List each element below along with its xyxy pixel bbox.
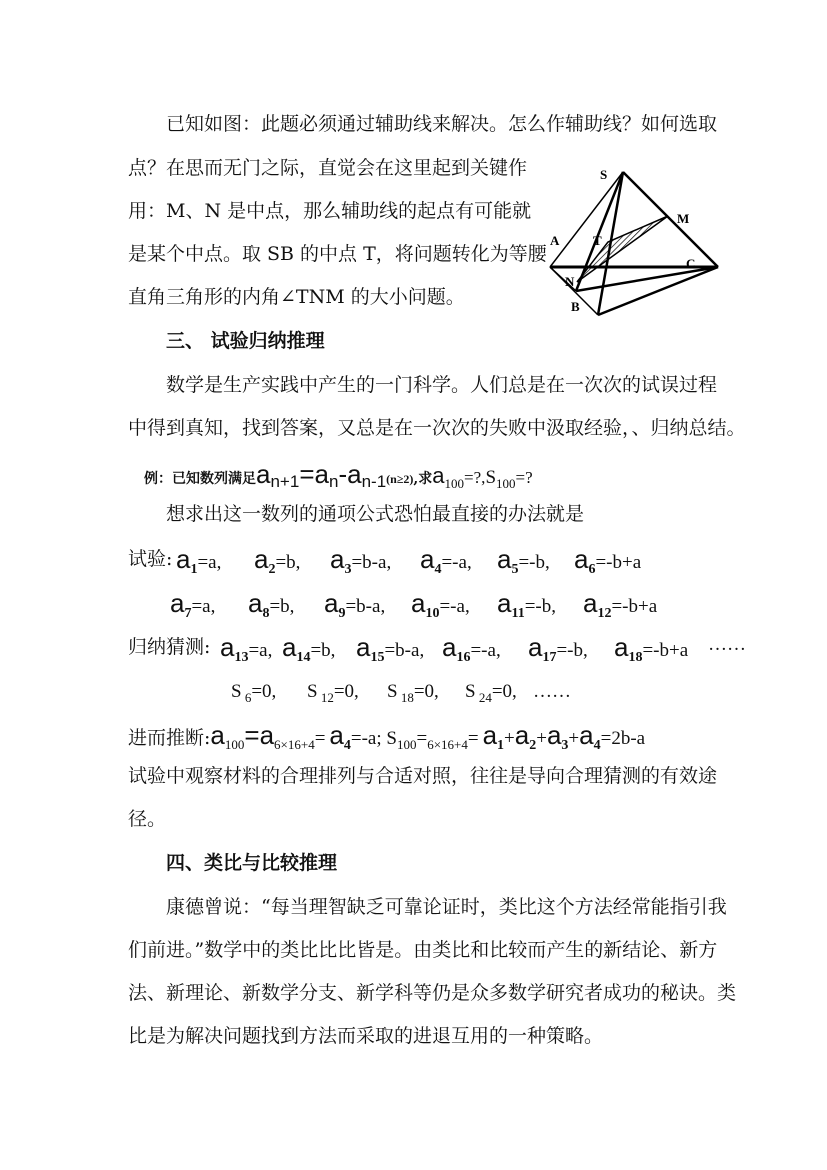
sub-100: 100 bbox=[496, 476, 516, 491]
section-4-heading: 四、类比与比较推理 bbox=[166, 852, 338, 874]
a-symbol: a bbox=[256, 459, 271, 489]
term-value: =-b, bbox=[518, 552, 550, 573]
deduce-line bbox=[128, 720, 646, 758]
plus: + bbox=[568, 728, 580, 749]
paragraph-4-line-1: 试验中观察材料的合理排列与合适对照，往往是导向合理猜测的有效途 bbox=[128, 765, 718, 787]
paragraph-1-line-1: 已知如图：此题必须通过辅助线来解决。怎么作辅助线？如何选取 bbox=[166, 113, 718, 135]
term-index: 3 bbox=[344, 562, 352, 577]
term-value: =-b+a bbox=[611, 596, 658, 617]
section-3-heading: 三、 试验归纳推理 bbox=[166, 330, 325, 352]
sequence-term bbox=[170, 588, 248, 626]
term-index: 14 bbox=[296, 650, 311, 665]
sequence-term bbox=[411, 588, 497, 626]
label-B: B bbox=[571, 299, 580, 314]
a-symbol: a bbox=[314, 459, 329, 489]
a-symbol: a bbox=[432, 463, 445, 488]
term-value: =b-a, bbox=[345, 596, 386, 617]
subscript: 4 bbox=[343, 738, 351, 753]
sum-symbol: S bbox=[387, 681, 398, 702]
term-symbol: a bbox=[170, 588, 185, 618]
trial-row-1 bbox=[176, 544, 674, 582]
sub-n-plus-1: n+1 bbox=[270, 472, 300, 491]
label-S: S bbox=[600, 167, 608, 182]
subscript: 100 bbox=[396, 737, 417, 752]
a-symbol: a bbox=[546, 720, 562, 750]
trial-row-2 bbox=[170, 588, 683, 626]
term-symbol: a bbox=[420, 544, 435, 574]
sum-index: 6 bbox=[241, 690, 252, 705]
equals: = bbox=[244, 720, 260, 750]
example-prefix: 例：已知数列满足 bbox=[144, 471, 256, 487]
term-value: =-b, bbox=[524, 596, 556, 617]
sum-ellipsis: …… bbox=[533, 681, 571, 702]
paragraph-1-line-2: 点？在思而无门之际，直觉会在这里起到关键作 bbox=[128, 157, 528, 179]
term-symbol: a bbox=[282, 632, 297, 662]
paragraph-1-line-5: 直角三角形的内角∠TNM 的大小问题。 bbox=[128, 286, 465, 308]
a-symbol: a bbox=[514, 720, 530, 750]
paragraph-4-line-2: 径。 bbox=[128, 808, 167, 830]
row3-ellipsis: …… bbox=[708, 634, 746, 655]
term-value: =-a, bbox=[470, 640, 501, 661]
term-index: 1 bbox=[190, 562, 198, 577]
sequence-term bbox=[528, 632, 614, 670]
a-symbol: a bbox=[259, 720, 275, 750]
term-symbol: a bbox=[411, 588, 426, 618]
sum-value: =0, bbox=[413, 681, 439, 702]
paragraph-5-line-4: 比是为解决问题找到方法而采取的进退互用的一种策略。 bbox=[128, 1025, 604, 1047]
sequence-term bbox=[497, 544, 574, 582]
paragraph-2-line-2: 中得到真知，找到答案，又总是在一次次的失败中汲取经验，、归纳总结。 bbox=[128, 417, 746, 439]
sum-symbol: S bbox=[307, 681, 318, 702]
a-symbol: a bbox=[347, 459, 362, 489]
q2: =? bbox=[515, 468, 533, 487]
term-index: 5 bbox=[511, 562, 519, 577]
paragraph-5-line-2: 们前进。”数学中的类比比比皆是。由类比和比较而产生的新结论、新方 bbox=[128, 939, 718, 961]
condition: (n≥2) bbox=[386, 472, 414, 486]
subscript: 3 bbox=[561, 738, 569, 753]
term-index: 11 bbox=[511, 606, 525, 621]
guess-label: 归纳猜测: bbox=[128, 636, 211, 658]
label-C: C bbox=[686, 256, 696, 271]
term-symbol: a bbox=[330, 544, 345, 574]
sequence-term bbox=[356, 632, 442, 670]
ask-text: ,求 bbox=[413, 471, 433, 487]
sequence-term bbox=[324, 588, 411, 626]
term-index: 6 bbox=[588, 562, 596, 577]
deduce-label: 进而推断: bbox=[128, 727, 211, 749]
sequence-term bbox=[497, 588, 583, 626]
term-index: 18 bbox=[628, 650, 643, 665]
q1: =?, bbox=[464, 468, 486, 487]
equals: = bbox=[314, 728, 326, 749]
sub-n: n bbox=[328, 472, 339, 491]
subscript: 4 bbox=[593, 738, 601, 753]
term-value: =a, bbox=[197, 552, 222, 573]
term-index: 7 bbox=[184, 606, 192, 621]
subscript: 6×16+4 bbox=[427, 737, 468, 752]
term-value: =-a, bbox=[441, 552, 472, 573]
sub-n-minus-1: n-1 bbox=[361, 472, 387, 491]
term-index: 17 bbox=[542, 650, 557, 665]
term-symbol: a bbox=[442, 632, 457, 662]
sequence-term bbox=[254, 544, 330, 582]
sequence-term bbox=[176, 544, 254, 582]
sequence-term bbox=[282, 632, 356, 670]
label-M: M bbox=[677, 211, 690, 226]
term-value: =b-a, bbox=[384, 640, 425, 661]
term-index: 15 bbox=[370, 650, 385, 665]
term-symbol: a bbox=[176, 544, 191, 574]
term-value: =a, bbox=[191, 596, 216, 617]
pyramid-figure bbox=[540, 160, 740, 320]
example-line bbox=[144, 459, 533, 496]
term-value: =-b, bbox=[556, 640, 588, 661]
term-symbol: a bbox=[583, 588, 598, 618]
term-symbol: a bbox=[614, 632, 629, 662]
sum-term bbox=[387, 680, 465, 710]
plus: + bbox=[504, 728, 515, 749]
paragraph-2-line-1: 数学是生产实践中产生的一门科学。人们总是在一次次的试误过程 bbox=[166, 374, 718, 396]
term-symbol: a bbox=[248, 588, 263, 618]
subscript: 6×16+4 bbox=[274, 737, 315, 752]
sum-term bbox=[231, 680, 307, 710]
a-symbol: a bbox=[329, 720, 344, 750]
paragraph-1-line-4: 是某个中点。取 SB 的中点 T，将问题转化为等腰 bbox=[128, 243, 547, 265]
label-T: T bbox=[593, 233, 602, 248]
sequence-term bbox=[330, 544, 420, 582]
subscript: 100 bbox=[224, 737, 245, 752]
term-value: =a, bbox=[248, 640, 273, 661]
term-index: 2 bbox=[268, 562, 276, 577]
term-symbol: a bbox=[497, 588, 512, 618]
guess-row bbox=[220, 632, 704, 670]
term-value: =b, bbox=[269, 596, 295, 617]
sum-value: =0, bbox=[251, 681, 277, 702]
term-index: 10 bbox=[425, 606, 440, 621]
label-A: A bbox=[550, 233, 560, 248]
paragraph-3: 想求出这一数列的通项公式恐怕最直接的办法就是 bbox=[166, 503, 585, 525]
term-value: =b-a, bbox=[351, 552, 392, 573]
equals: = bbox=[416, 728, 428, 749]
result: =2b-a bbox=[600, 728, 646, 749]
term-symbol: a bbox=[324, 588, 339, 618]
term-value: =-b+a bbox=[595, 552, 642, 573]
term-symbol: a bbox=[497, 544, 512, 574]
term-value: =b, bbox=[275, 552, 301, 573]
sum-value: =0, bbox=[333, 681, 359, 702]
paragraph-1-line-3: 用：M、N 是中点，那么辅助线的起点有可能就 bbox=[128, 200, 532, 222]
sum-symbol: S bbox=[465, 681, 476, 702]
sum-term bbox=[307, 680, 387, 710]
term-value: =-b+a bbox=[642, 640, 689, 661]
trial-label: 试验: bbox=[128, 548, 173, 570]
equals: = bbox=[299, 459, 315, 489]
label-N: N bbox=[565, 274, 575, 289]
a-symbol: a bbox=[482, 720, 498, 750]
sequence-term bbox=[614, 632, 704, 670]
term-symbol: a bbox=[220, 632, 235, 662]
sequence-term bbox=[220, 632, 282, 670]
equals: = bbox=[467, 728, 479, 749]
term-value: =b, bbox=[310, 640, 336, 661]
term-symbol: a bbox=[528, 632, 543, 662]
subscript: 1 bbox=[497, 738, 505, 753]
subscript: 2 bbox=[529, 738, 537, 753]
sequence-term bbox=[583, 588, 683, 626]
sum-symbol: S bbox=[231, 681, 242, 702]
term-symbol: a bbox=[574, 544, 589, 574]
term-index: 8 bbox=[262, 606, 270, 621]
term-symbol: a bbox=[254, 544, 269, 574]
term-index: 4 bbox=[434, 562, 442, 577]
sequence-term bbox=[248, 588, 324, 626]
S-symbol: S bbox=[485, 467, 497, 488]
sum-index: 12 bbox=[317, 690, 334, 705]
term-symbol: a bbox=[356, 632, 371, 662]
deduce-text: =-a; S bbox=[350, 728, 397, 749]
sum-value: =0, bbox=[491, 681, 517, 702]
sum-row bbox=[231, 680, 571, 710]
minus: - bbox=[338, 459, 348, 489]
sum-index: 24 bbox=[475, 690, 492, 705]
sub-100: 100 bbox=[444, 476, 465, 491]
paragraph-5-line-3: 法、新理论、新数学分支、新学科等仍是众多数学研究者成功的秘诀。类 bbox=[128, 982, 737, 1004]
sequence-term bbox=[442, 632, 528, 670]
term-index: 12 bbox=[597, 606, 612, 621]
term-index: 13 bbox=[234, 650, 249, 665]
sum-term bbox=[465, 680, 533, 710]
term-index: 9 bbox=[338, 606, 346, 621]
term-index: 16 bbox=[456, 650, 471, 665]
plus: + bbox=[536, 728, 547, 749]
a-symbol: a bbox=[579, 720, 594, 750]
shaded-triangle bbox=[577, 216, 668, 282]
sequence-term bbox=[420, 544, 497, 582]
sequence-term bbox=[574, 544, 674, 582]
a-symbol: a bbox=[210, 720, 225, 750]
sum-index: 18 bbox=[397, 690, 414, 705]
term-value: =-a, bbox=[439, 596, 470, 617]
paragraph-5-line-1: 康德曾说：“每当理智缺乏可靠论证时，类比这个方法经常能指引我 bbox=[166, 896, 727, 918]
